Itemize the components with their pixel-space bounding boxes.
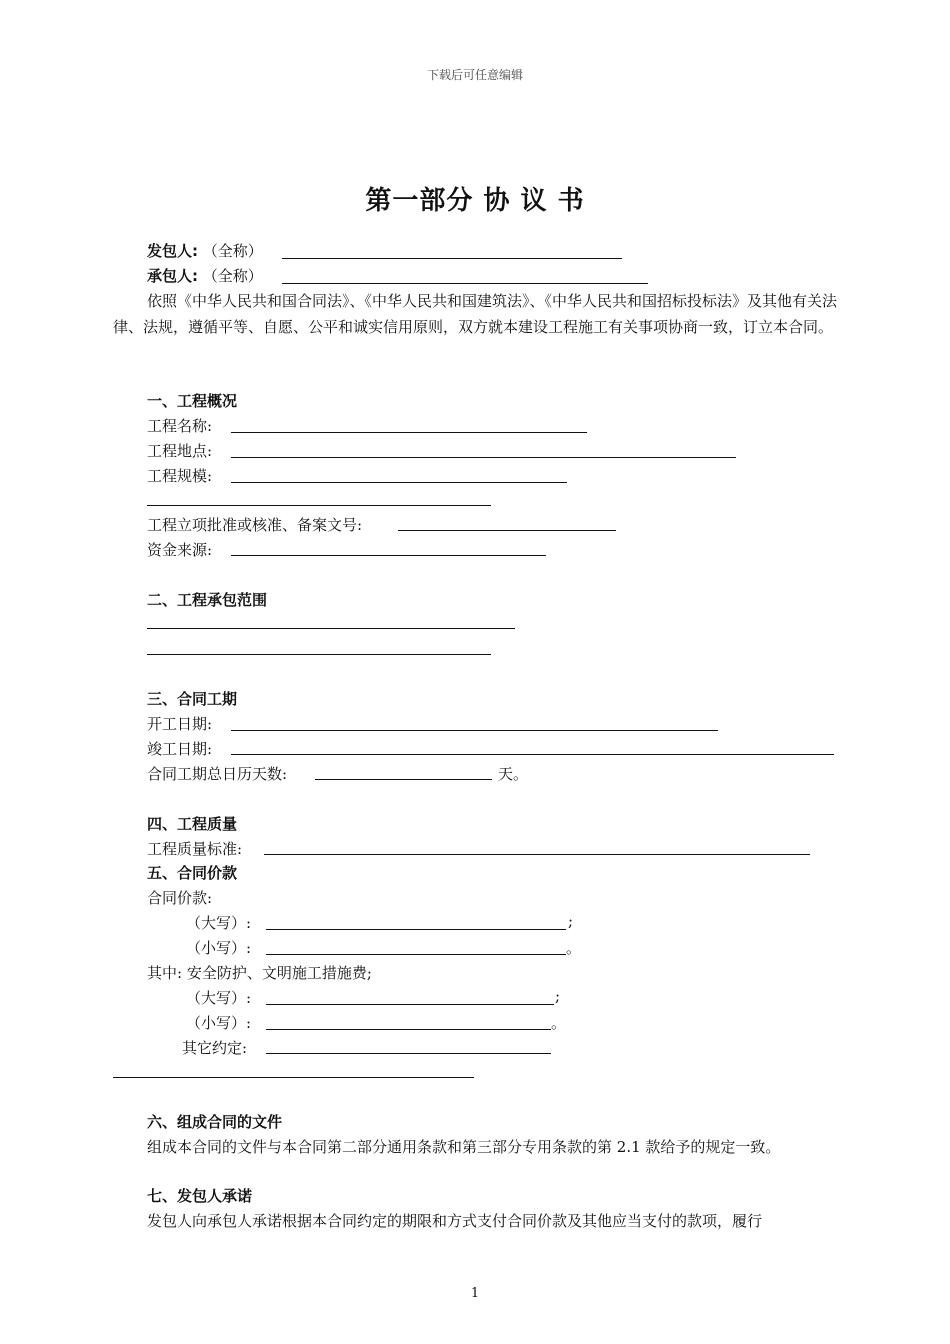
contract-price-label: 合同价款: bbox=[147, 889, 213, 907]
project-scale-label: 工程规模: bbox=[147, 467, 213, 485]
other-agreement-label: 其它约定: bbox=[182, 1039, 248, 1057]
price-lower-blank[interactable] bbox=[266, 954, 566, 955]
employer-hint: （全称） bbox=[202, 242, 263, 260]
completion-date-label: 竣工日期: bbox=[147, 740, 213, 758]
project-scale-blank[interactable] bbox=[231, 482, 567, 483]
completion-date-blank[interactable] bbox=[231, 754, 834, 755]
funding-source-label: 资金来源: bbox=[147, 541, 213, 559]
safety-lower-period: 。 bbox=[551, 1014, 567, 1032]
project-location-label: 工程地点: bbox=[147, 442, 213, 460]
employer-label: 发包人: bbox=[147, 242, 198, 260]
start-date-blank[interactable] bbox=[231, 730, 718, 731]
contractor-hint: （全称） bbox=[202, 267, 263, 285]
contractor-line bbox=[147, 265, 263, 286]
price-upper-label: （大写）: bbox=[186, 914, 252, 932]
price-lower-period: 。 bbox=[566, 939, 582, 957]
other-agreement-blank-2[interactable] bbox=[113, 1077, 474, 1078]
page-title: 第一部分 协 议 书 bbox=[365, 186, 585, 216]
project-location-blank[interactable] bbox=[231, 457, 736, 458]
page-number: 1 bbox=[470, 1286, 480, 1301]
safety-upper-blank[interactable] bbox=[266, 1004, 554, 1005]
section-5-heading: 五、合同价款 bbox=[147, 864, 238, 882]
start-date-label: 开工日期: bbox=[147, 715, 213, 733]
safety-lower-label: （小写）: bbox=[186, 1014, 252, 1032]
employer-blank[interactable] bbox=[282, 258, 622, 259]
price-lower-label: （小写）: bbox=[186, 939, 252, 957]
quality-standard-blank[interactable] bbox=[264, 854, 810, 855]
total-days-label: 合同工期总日历天数: bbox=[147, 765, 288, 783]
project-name-blank[interactable] bbox=[231, 432, 587, 433]
safety-upper-semicolon: ; bbox=[555, 987, 561, 1005]
project-name-label: 工程名称: bbox=[147, 417, 213, 435]
contractor-label: 承包人: bbox=[147, 267, 198, 285]
contractor-blank[interactable] bbox=[282, 283, 648, 284]
price-upper-blank[interactable] bbox=[266, 929, 566, 930]
total-days-unit: 天。 bbox=[498, 765, 529, 783]
section-4-heading: 四、工程质量 bbox=[147, 815, 238, 833]
scope-blank-2[interactable] bbox=[147, 654, 491, 655]
section-7-heading: 七、发包人承诺 bbox=[147, 1187, 253, 1205]
page-header-note: 下载后可任意编辑 bbox=[426, 68, 523, 82]
section-3-heading: 三、合同工期 bbox=[147, 690, 238, 708]
funding-source-blank[interactable] bbox=[231, 555, 546, 556]
total-days-blank[interactable] bbox=[315, 779, 492, 780]
price-upper-semicolon: ; bbox=[568, 912, 574, 930]
section-6-heading: 六、组成合同的文件 bbox=[147, 1113, 283, 1131]
section-2-heading: 二、工程承包范围 bbox=[147, 591, 268, 609]
other-agreement-blank[interactable] bbox=[266, 1053, 551, 1054]
employer-line bbox=[147, 240, 263, 261]
safety-lower-blank[interactable] bbox=[266, 1029, 551, 1030]
safety-fee-label: 其中: 安全防护、文明施工措施费; bbox=[147, 964, 372, 982]
section-1-heading: 一、工程概况 bbox=[147, 392, 238, 410]
safety-upper-label: （大写）: bbox=[186, 989, 252, 1007]
intro-paragraph: 依照《中华人民共和国合同法》、《中华人民共和国建筑法》、《中华人民共和国招标投标法》及其他有关法律、法规，遵循平等、自愿、公平和诚实信用原则，双方就本建设工程施工有关事项协商一致，订立本合同。 bbox=[113, 292, 838, 336]
project-scale-blank-2[interactable] bbox=[147, 505, 491, 506]
quality-standard-label: 工程质量标准: bbox=[147, 840, 243, 858]
section-6-body: 组成本合同的文件与本合同第二部分通用条款和第三部分专用条款的第 2.1 款给予的规定一致。 bbox=[147, 1138, 781, 1156]
scope-blank-1[interactable] bbox=[147, 628, 515, 629]
approval-number-label: 工程立项批准或核准、备案文号: bbox=[147, 516, 363, 534]
section-7-body: 发包人向承包人承诺根据本合同约定的期限和方式支付合同价款及其他应当支付的款项，履行 bbox=[147, 1212, 763, 1230]
approval-number-blank[interactable] bbox=[398, 530, 616, 531]
